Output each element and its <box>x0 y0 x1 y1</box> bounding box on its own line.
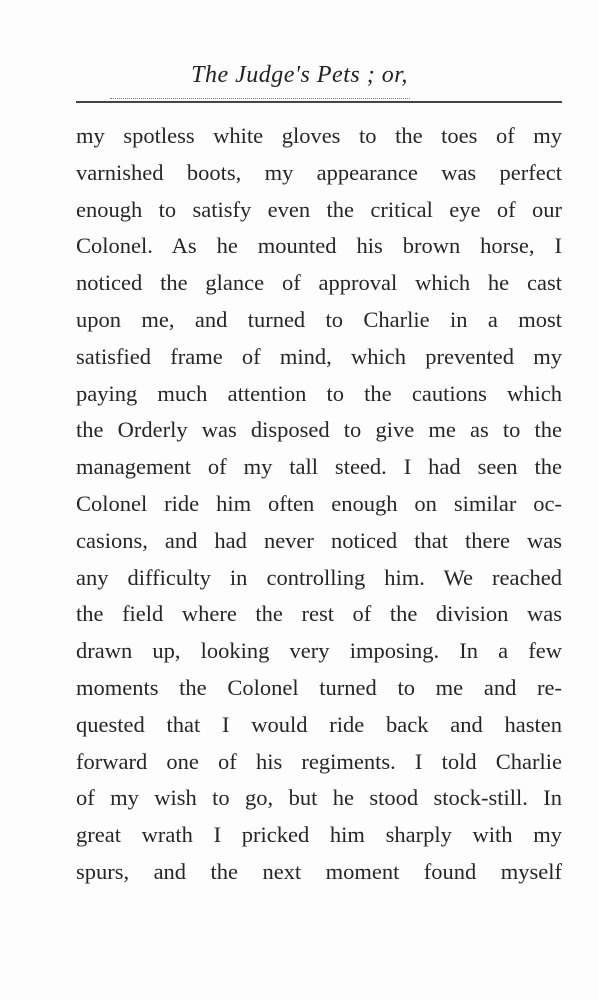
text-line: casions, and had never noticed that there was <box>76 527 562 553</box>
text-line: moments the Colonel turned to me and re- <box>76 674 562 700</box>
header-rule <box>76 101 562 103</box>
text-line: of my wish to go, but he stood stock-still. In <box>76 785 562 811</box>
text-line: varnished boots, my appearance was perfect <box>76 159 562 185</box>
text-line: paying much attention to the cautions which <box>76 380 562 406</box>
text-line: noticed the glance of approval which he cast <box>76 270 562 296</box>
body-text <box>76 118 562 891</box>
text-line: any difficulty in controlling him. We reached <box>76 564 562 590</box>
running-head: The Judge's Pets ; or, <box>191 62 408 88</box>
text-line: quested that I would ride back and hasten <box>76 711 562 737</box>
text-line: drawn up, looking very imposing. In a few <box>76 638 562 664</box>
header-rule-dots <box>110 98 410 99</box>
text-line: the field where the rest of the division was <box>76 601 562 627</box>
text-line: my spotless white gloves to the toes of my <box>76 123 562 148</box>
text-line: enough to satisfy even the critical eye of our <box>76 196 562 222</box>
text-line: satisfied frame of mind, which prevented my <box>76 343 562 369</box>
text-line: forward one of his regiments. I told Charlie <box>76 748 562 774</box>
text-line: great wrath I pricked him sharply with my <box>76 822 562 848</box>
text-line: Colonel ride him often enough on similar oc- <box>76 490 562 516</box>
text-line: the Orderly was disposed to give me as to the <box>76 417 562 443</box>
text-line: upon me, and turned to Charlie in a most <box>76 306 562 332</box>
text-line: Colonel. As he mounted his brown horse, I <box>76 233 562 259</box>
text-line: management of my tall steed. I had seen the <box>76 454 562 480</box>
text-line: spurs, and the next moment found myself <box>76 858 562 884</box>
